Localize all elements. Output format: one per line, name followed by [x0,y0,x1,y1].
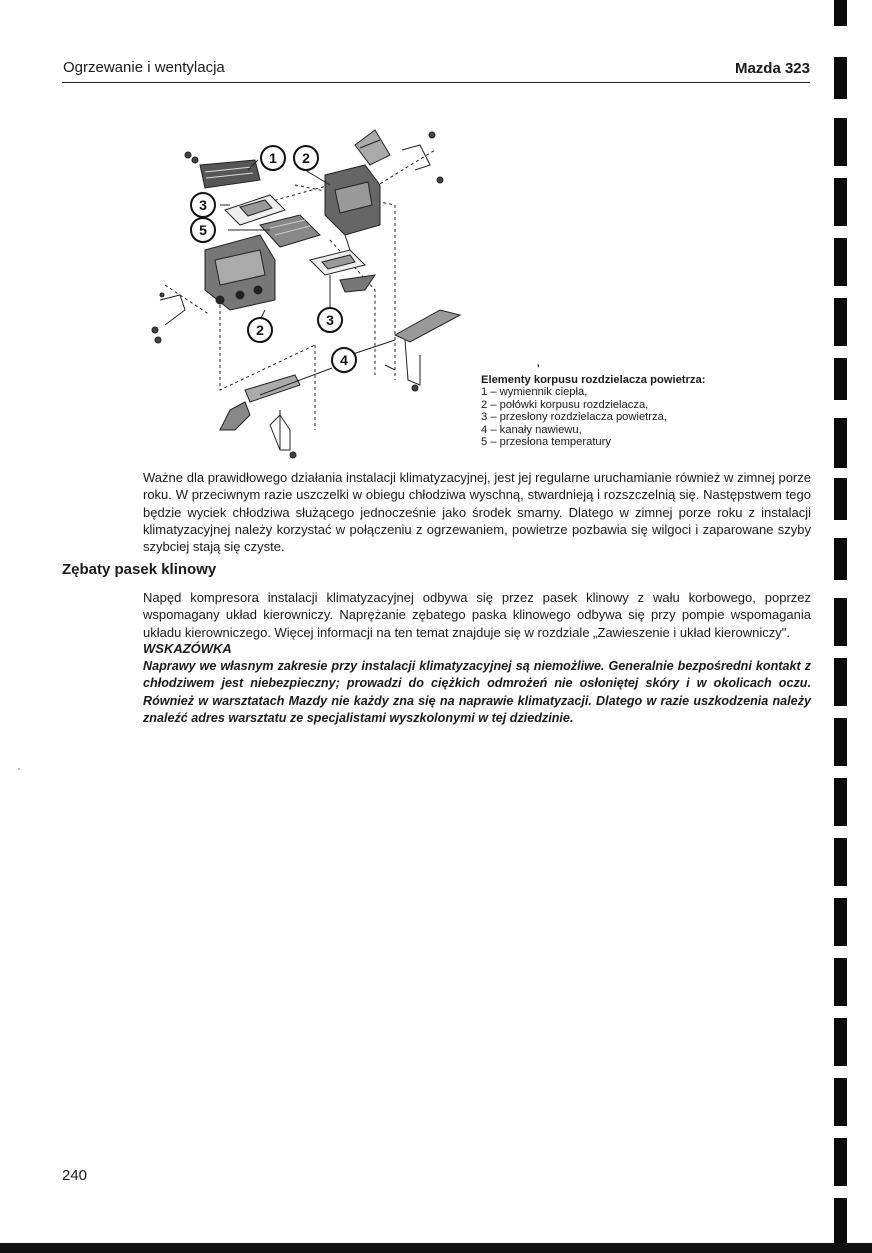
edge-mark [834,958,847,1006]
edge-mark [834,598,847,646]
callout-3-lower: 3 [326,312,334,328]
figure-caption [481,374,705,448]
edge-mark [834,1078,847,1126]
intro-paragraph: Ważne dla prawidłowego działania instalacji klimatyzacyjnej, jest jej regularne uruchamianie również w zimnej porze roku. W przeciwnym razie uszczelki w obiegu chłodziwa wyschną, stwardnieją i rozszczelnią się. Następstwem tego będzie wyciek chłodziwa służącego jednocześnie jako środek smarny. Dlatego w zimnej porze roku z instalacji klimatyzacyjnej należy korzystać w połączeniu z ogrzewaniem, powietrze pozbawia się wilgoci i zaparowane szyby szybciej stają się czyste. [143,470,811,555]
edge-mark [834,178,847,226]
edge-mark [834,118,847,166]
edge-mark [834,658,847,706]
edge-mark [834,298,847,346]
chapter-title: Ogrzewanie i wentylacja [63,59,225,76]
header-rule [62,82,810,83]
edge-register-marks [834,0,848,1253]
caption-item: 2 – połówki korpusu rozdzielacza, [481,398,649,411]
edge-mark [834,57,847,99]
edge-mark [834,1138,847,1186]
callout-3-upper: 3 [199,197,207,213]
section-title: Zębaty pasek klinowy [62,561,217,578]
callout-1: 1 [269,150,277,166]
edge-mark [834,538,847,580]
edge-mark [834,0,847,26]
edge-mark [834,418,847,468]
hint-text: Naprawy we własnym zakresie przy instalacji klimatyzacyjnej są niemożliwe. Generalnie bezpośredni kontakt z chłodziwem jest niebezpieczny; prowadzi do ciężkich odmrożeń nie osłoniętej skóry i w okolicach oczu. Również w warsztatach Mazdy nie każdy zna się na naprawie klimatyzacji. Dlatego w razie uszkodzenia należy znaleźć adres warsztatu ze specjalistami wyszkolonymi w tej dziedzinie. [143,659,811,725]
page-number: 240 [62,1167,88,1184]
caption-item: 5 – przesłona temperatury [481,436,611,449]
edge-mark [834,718,847,766]
edge-mark [834,238,847,286]
scan-artifact [18,768,20,770]
caption-item: 1 – wymiennik ciepła, [481,386,588,399]
edge-mark [834,898,847,946]
callout-4: 4 [340,352,348,368]
caption-title: Elementy korpusu rozdzielacza powietrza: [481,374,706,386]
scan-bottom-band [0,1243,872,1253]
edge-mark [834,838,847,886]
section-paragraph: Napęd kompresora instalacji klimatyzacyjnej odbywa się przez pasek klinowy z wału korbowego, poprzez wspomagany układ kierowniczy. Naprężanie zębatego paska klinowego odbywa się przy pompie wspomagania układu kierowniczego. Więcej informacji na ten temat znajduje się w rozdziale „Zawieszenie i układ kierowniczy". [143,590,811,640]
caption-item: 4 – kanały nawiewu, [481,423,582,436]
callout-5: 5 [199,222,207,238]
caption-tick-mark: ' [537,363,540,375]
callout-2-top: 2 [302,150,310,166]
air-distributor-exploded-diagram [140,110,470,475]
hint-title: WSKAZÓWKA [143,641,232,656]
edge-mark [834,478,847,520]
caption-item: 3 – przesłony rozdzielacza powietrza, [481,411,667,424]
edge-mark [834,1018,847,1066]
edge-mark [834,778,847,826]
edge-mark [834,358,847,400]
car-model-title: Mazda 323 [734,60,810,77]
edge-mark [834,1198,847,1248]
callout-2-bottom: 2 [256,322,264,338]
